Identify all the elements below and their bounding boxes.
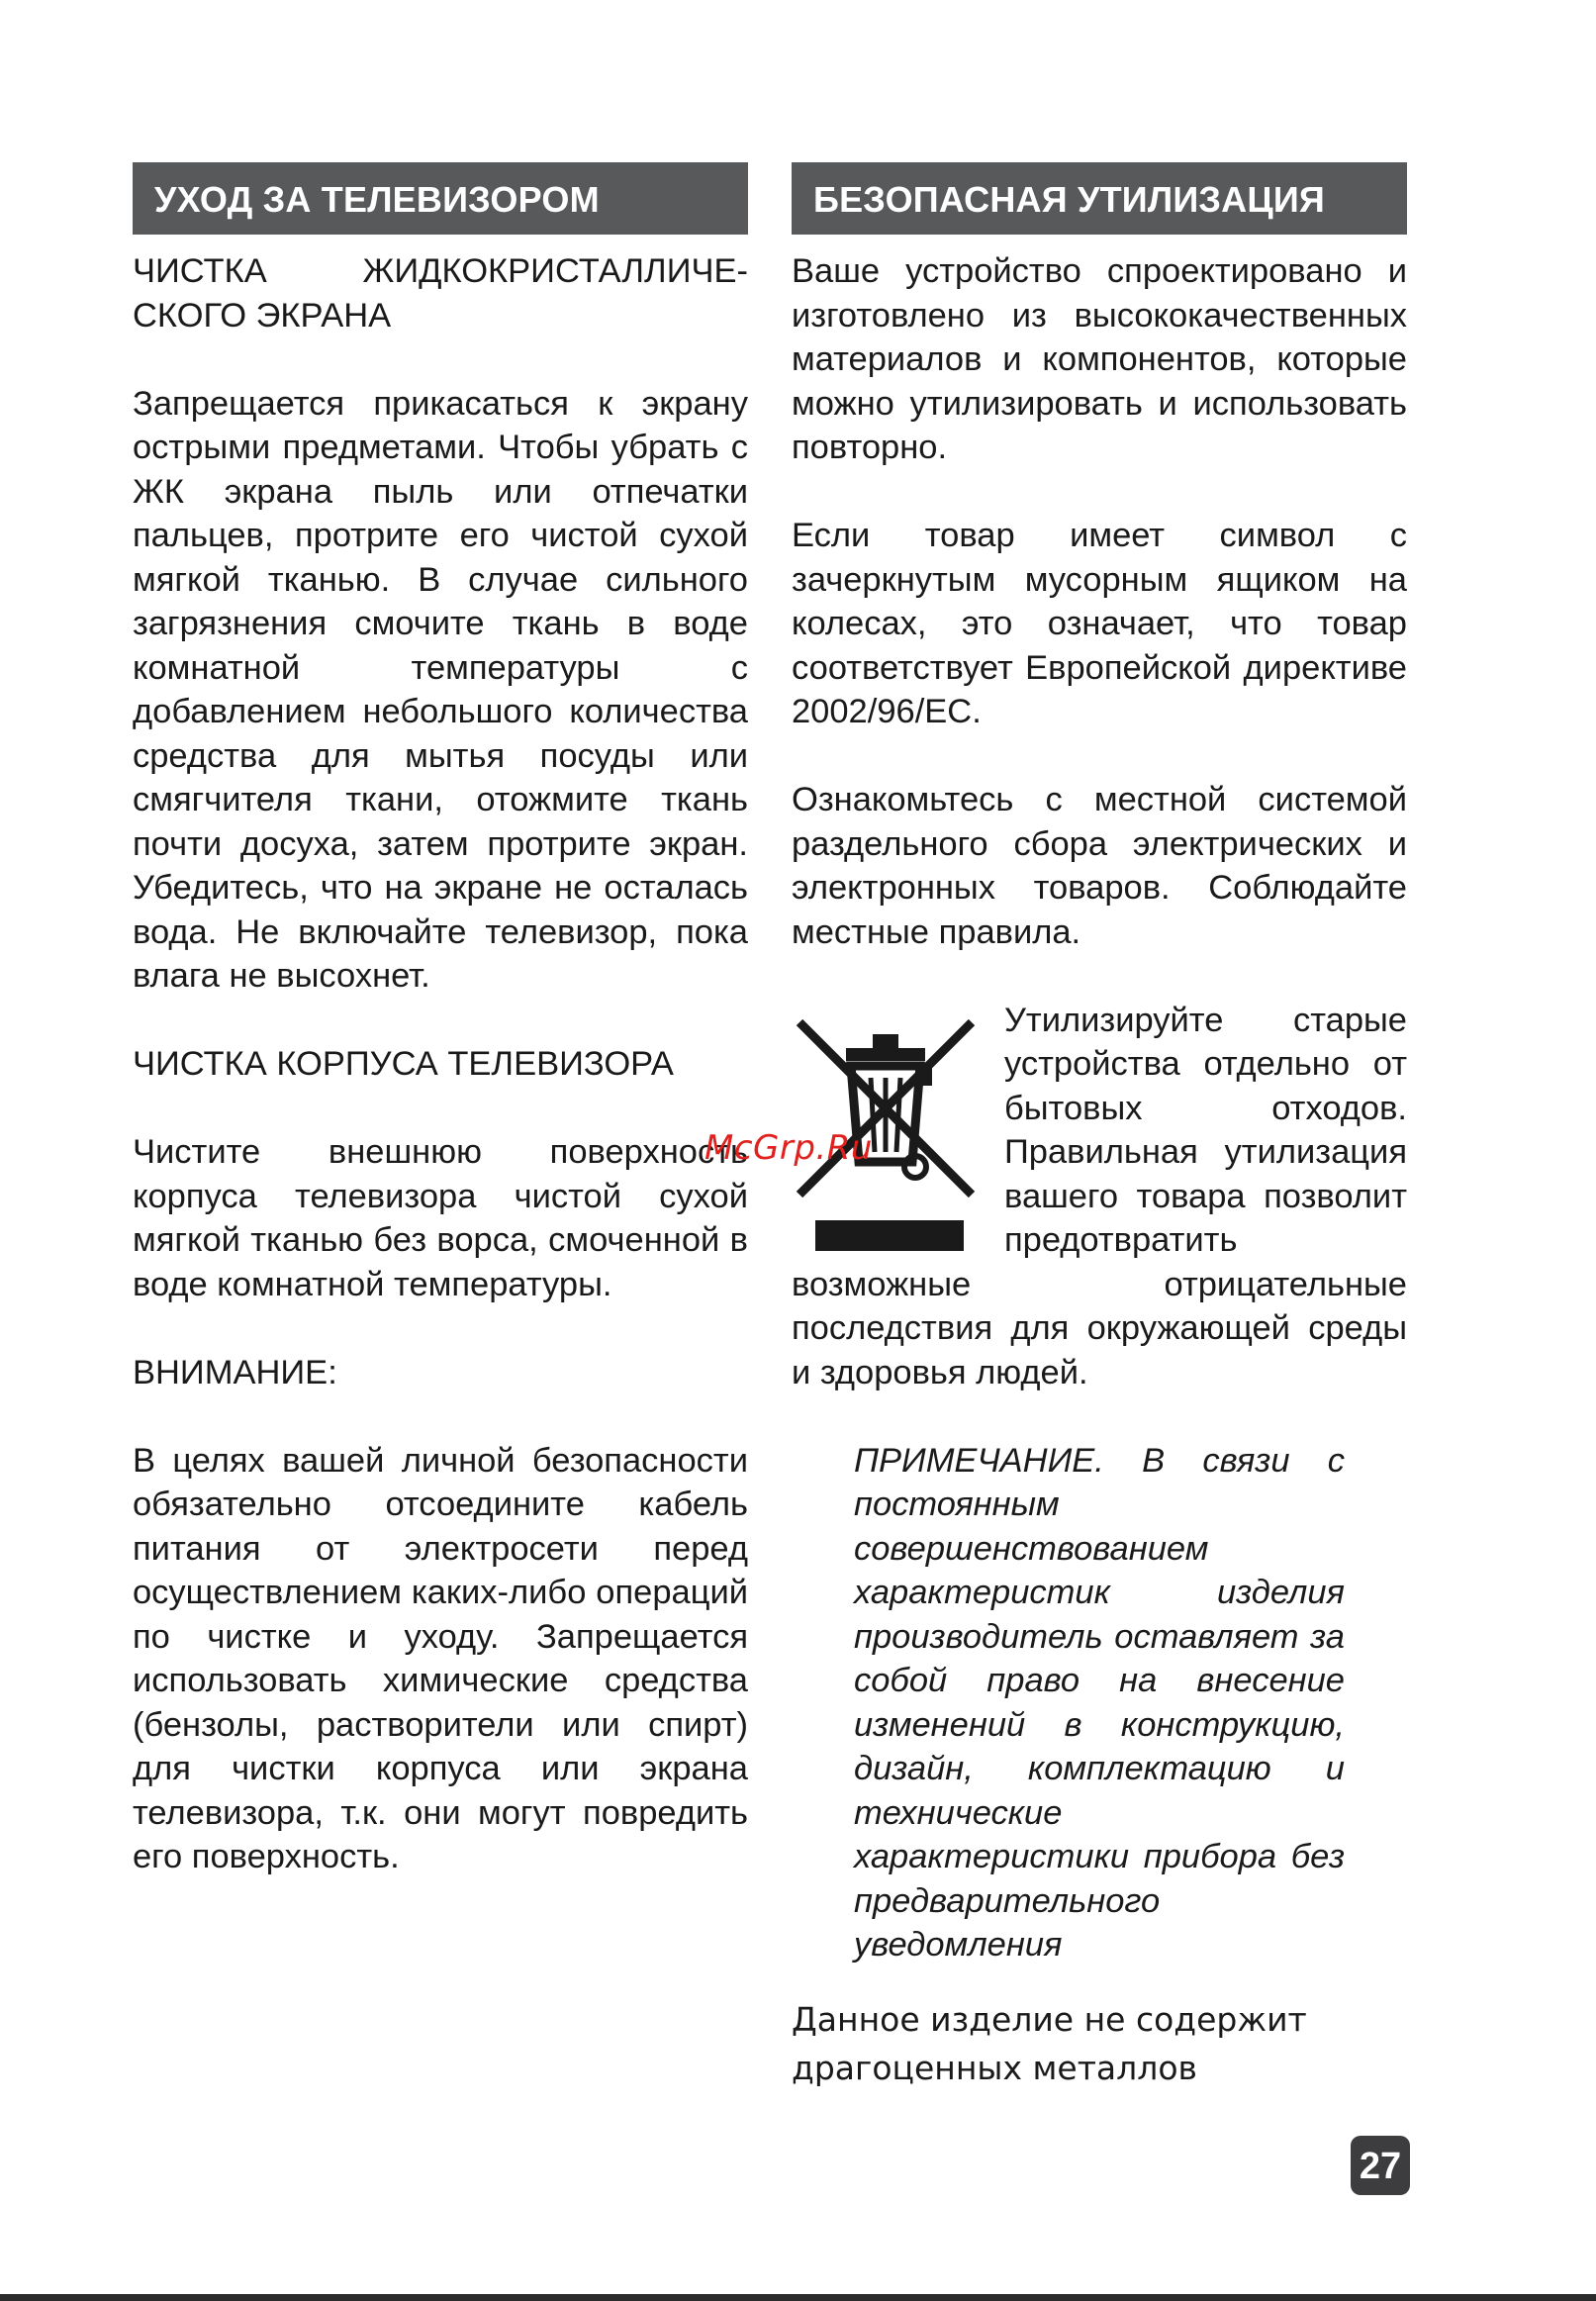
care-section-header: УХОД ЗА ТЕЛЕВИЗОРОМ	[133, 162, 748, 235]
bottom-rule	[0, 2294, 1596, 2301]
watermark: McGrp.Ru	[704, 1128, 873, 1168]
case-cleaning-heading: ЧИСТКА КОРПУСА ТЕЛЕВИЗОРА	[133, 1045, 674, 1083]
screen-cleaning-heading: ЧИСТКА ЖИДКОКРИСТАЛЛИЧЕ-СКОГО ЭКРАНА	[133, 252, 748, 335]
screen-cleaning-text: Запрещается прикасаться к экрану острыми предметами. Чтобы убрать с ЖК экрана пыль или отпечатки пальцев, протрите его чистой сухой мягкой тканью. В случае сильного загрязнения смочите ткань в воде комнатной температуры с добавлением небольшого количества средства для мытья посуды или смягчителя ткани, отожмите ткань почти досуха, затем протрите экран. Убедитесь, что на экране не осталась вода. Не включайте телевизор, пока влага не высохнет.	[133, 384, 748, 995]
weee-block	[792, 999, 1407, 1395]
disposal-section-body	[792, 249, 1407, 1394]
disposal-paragraph-materials: Ваше устройство спроектировано и изготовлено из высококачественных материалов и компонентов, которые можно утилизировать и использовать повторно.	[792, 252, 1407, 466]
disposal-paragraph-symbol: Если товар имеет символ с зачеркнутым мусорным ящиком на колесах, это означает, что товар соответствует Европейской директиве 2002/96/EC.	[792, 517, 1407, 730]
manufacturer-note: ПРИМЕЧАНИЕ. В связи с постоянным совершенствованием характеристик изделия производитель оставляет за собой право на внесение изменений в конструкцию, дизайн, комплектацию и технические характеристики прибора без предварительного уведомления	[854, 1441, 1345, 1964]
left-column	[133, 162, 748, 1923]
disposal-paragraph-separate: Утилизируйте старые устройства отдельно от бытовых отходов. Правильная утилизация вашего товара позволит предотвратить возможные отрицательные последствия для окружающей среды и здоровья людей.	[792, 1001, 1407, 1391]
page-number: 27	[1351, 2136, 1410, 2195]
disposal-paragraph-local-rules: Ознакомьтесь с местной системой раздельного сбора электрических и электронных товаров. Соблюдайте местные правила.	[792, 781, 1407, 951]
right-column	[792, 162, 1407, 2092]
warning-heading: ВНИМАНИЕ:	[133, 1353, 337, 1391]
precious-metals-statement: Данное изделие не содержит драгоценных металлов	[792, 1999, 1307, 2087]
care-section-body	[133, 249, 748, 1879]
case-cleaning-text: Чистите внешнюю поверхность корпуса телевизора чистой сухой мягкой тканью без ворса, смоченной в воде комнатной температуры.	[133, 1133, 748, 1303]
warning-text: В целях вашей личной безопасности обязательно отсоедините кабель питания от электросети перед осуществлением каких-либо операций по чистке и уходу. Запрещается использовать химические средства (бензолы, растворители или спирт) для чистки корпуса или экрана телевизора, т.к. они могут повредить его поверхность.	[133, 1441, 748, 1875]
disposal-section-header: БЕЗОПАСНАЯ УТИЛИЗАЦИЯ	[792, 162, 1407, 235]
